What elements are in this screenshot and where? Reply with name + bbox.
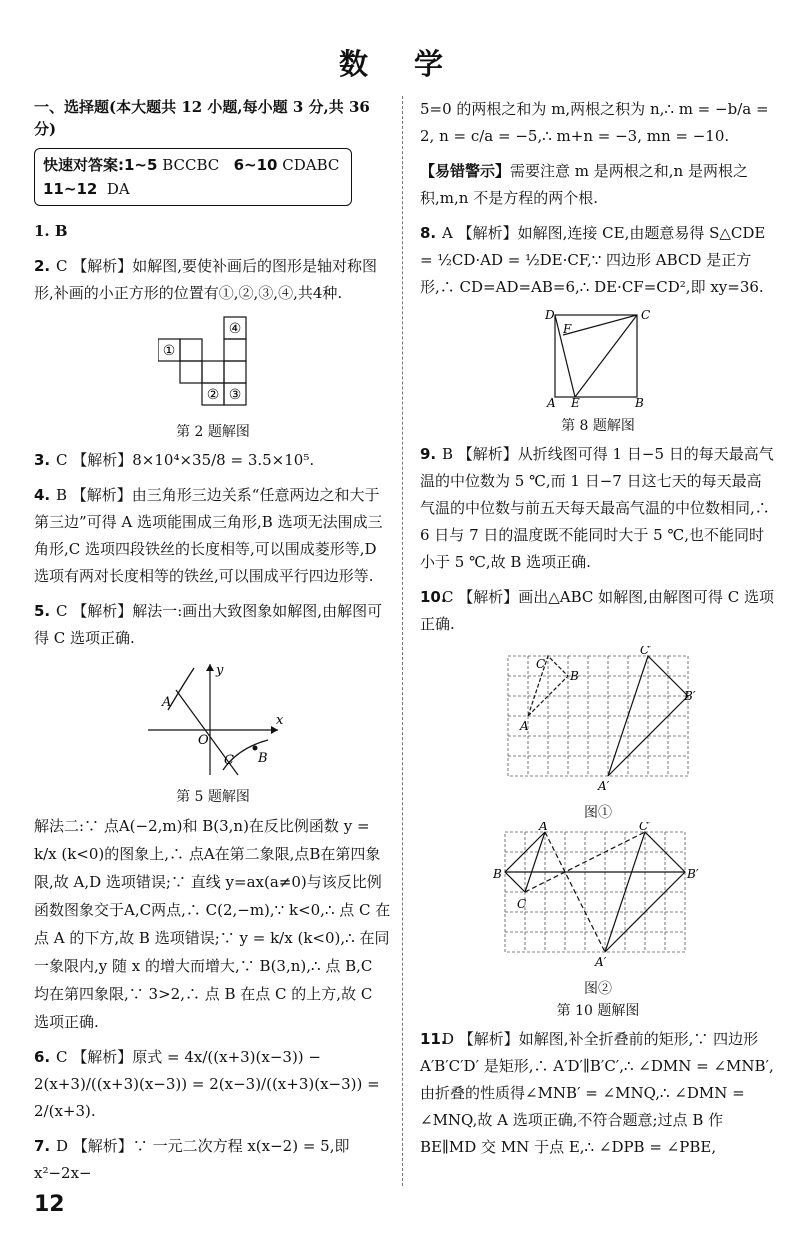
figure-10-1-caption: 图① (584, 805, 612, 821)
answer-8-number: 8. (420, 224, 437, 242)
answer-5-method-2: 解法二:∵ 点A(−2,m)和 B(3,n)在反比例函数 y = k/x (k<0)的图象上,∴ 点A在第二象限,点B在第四象限,故 A,D 选项错误;∵ 直线 y=ax(a≠0)与该反比例函数图象交于A,C两点,∴ C(2,−m),∵ k<0,∴ 点 C 在点 A 的下方,故 B 选项错误;∵ y = k/x (k<0),∴ 在同一象限内,y 随 x 的增大而增大,∵ B(3,n),∴ 点 B,C 均在第四象限,∵ 3>2,∴ 点 B 在点 C 的上方,故 C 选项正确. (34, 817, 391, 1031)
quick-range-3: 11~12 (43, 180, 98, 198)
figure-2-label-1: ① (162, 343, 176, 359)
warning-label: 【易错警示】 (420, 162, 511, 180)
answer-5-text: C 【解析】解法一:画出大致图象如解图,由解图可得 C 选项正确. (34, 602, 383, 647)
label-C: C (224, 753, 234, 768)
answer-8 (420, 220, 776, 301)
answer-9-text: B 【解析】从折线图可得 1 日−5 日的每天最高气温的中位数为 5 ℃,而 1 日−7 日这七天的每天最高气温的中位数与前五天每天最高气温的中位数相同,∴ 6 日与 7 日的温度既不能同时大于 5 ℃,也不能同时小于 5 ℃,故 B 选项正确. (420, 445, 774, 571)
figure-2-grid (158, 315, 268, 415)
label-E: E (571, 396, 580, 409)
answer-11 (420, 1026, 776, 1161)
right-column (420, 96, 776, 1169)
fig10-2-label-A: A (539, 822, 548, 833)
answer-7-number: 7. (34, 1137, 51, 1155)
label-D: D (545, 309, 555, 322)
curve-q2 (168, 668, 194, 710)
answer-6 (34, 1044, 392, 1125)
figure-2-label-3: ③ (228, 387, 242, 403)
answer-4-number: 4. (34, 486, 51, 504)
fig10-1-label-B: B (570, 669, 579, 683)
figure-10-2 (493, 822, 703, 972)
label-B: B (258, 751, 268, 766)
figure-10 (420, 646, 776, 1020)
quick-answers-2: CDABC (282, 156, 340, 174)
figure-10-1 (498, 646, 698, 796)
fig10-2-label-Ap: A′ (595, 955, 607, 969)
answer-3-text: C 【解析】8×10⁴×35/8 = 3.5×10⁵. (56, 451, 315, 469)
answer-3 (34, 447, 392, 474)
label-x: x (276, 713, 284, 728)
label-B: B (635, 396, 644, 409)
answer-1: 1. B (34, 222, 68, 240)
label-O: O (198, 733, 209, 748)
answer-8-text: A 【解析】如解图,连接 CE,由题意易得 S△CDE = ½CD·AD = ½DE·CF,∵ 四边形 ABCD 是正方形,∴ CD=AD=AB=6,∴ DE·CF=CD²,即 xy=36. (420, 224, 766, 296)
fig10-2-label-Bp: B′ (687, 867, 699, 881)
answer-6-text: C 【解析】原式 = 4x/((x+3)(x−3)) − 2(x+3)/((x+3)(x−3)) = 2(x−3)/((x+3)(x−3)) = 2/(x+3). (34, 1048, 380, 1120)
answer-6-number: 6. (34, 1048, 51, 1066)
quick-answers-3: DA (106, 180, 130, 198)
figure-5 (34, 660, 392, 806)
answer-7-text: D 【解析】∵ 一元二次方程 x(x−2) = 5,即 x²−2x− (34, 1137, 350, 1182)
answer-10-number: 10. (420, 588, 447, 606)
answer-2 (34, 253, 392, 307)
point-b (253, 746, 258, 751)
answer-10 (420, 584, 776, 638)
fig10-1-label-A: A (520, 719, 529, 733)
fig10-1-label-Bp: B′ (684, 689, 696, 703)
fig10-1-label-Ap: A′ (598, 779, 610, 793)
figure-8 (420, 309, 776, 435)
answer-2-text: C 【解析】如解图,要使补画后的图形是轴对称图形,补画的小正方形的位置有①,②,③,④,共4种. (34, 257, 378, 302)
fig10-2-label-Cp: C′ (639, 822, 651, 833)
answer-4-text: B 【解析】由三角形三边关系“任意两边之和大于第三边”可得 A 选项能围成三角形,B 选项无法围成三角形,C 选项四段铁丝的长度相等,可以围成菱形等,D 选项有两对长度相等的铁丝,可以围成平行四边形等. (34, 486, 383, 585)
page-number: 12 (34, 1192, 65, 1217)
label-A: A (547, 396, 556, 409)
answer-2-number: 2. (34, 257, 51, 275)
y-axis-arrow-icon (206, 664, 214, 671)
figure-2 (34, 315, 392, 441)
label-F: F (563, 322, 572, 336)
figure-2-caption: 第 2 题解图 (176, 424, 250, 440)
answer-3-number: 3. (34, 451, 51, 469)
figure-5-caption: 第 5 题解图 (176, 789, 250, 805)
warning-text: 需要注意 m 是两根之和,n 是两根之积,m,n 不是方程的两个根. (420, 162, 748, 207)
answer-5 (34, 598, 392, 652)
answer-11-number: 11. (420, 1030, 447, 1048)
fig10-2-label-C: C (517, 897, 527, 911)
fig10-2-label-B: B (493, 867, 502, 881)
column-divider (402, 96, 403, 1186)
quick-range-1: 1~5 (124, 156, 158, 174)
section-heading: 一、选择题(本大题共 12 小题,每小题 3 分,共 36 分) (34, 98, 370, 138)
answer-9-number: 9. (420, 445, 437, 463)
quick-range-2: 6~10 (233, 156, 278, 174)
label-A: A (162, 695, 172, 710)
answer-4 (34, 482, 392, 590)
fig10-1-label-Cp: C′ (640, 646, 652, 657)
figure-5-graph (138, 660, 288, 780)
figure-10-2-caption: 图② (584, 981, 612, 997)
figure-8-square (543, 309, 653, 409)
answer-11-text: D 【解析】如解图,补全折叠前的矩形,∵ 四边形 A′B′C′D′ 是矩形,∴ A′D′∥B′C′,∴ ∠DMN = ∠MNB′,由折叠的性质得∠MNB′ = ∠MNQ,∴ ∠DMN = ∠MNQ,故 A 选项正确,不符合题意;过点 B 作 BE∥MD 交 MN 于点 E,∴ ∠DPB = ∠PBE, (420, 1030, 774, 1156)
quick-answers-1: BCCBC (162, 156, 220, 174)
answer-7 (34, 1133, 392, 1187)
fig10-1-label-C: C (536, 657, 546, 671)
label-C: C (641, 309, 651, 322)
answer-7-warning (420, 158, 776, 212)
figure-8-caption: 第 8 题解图 (561, 418, 635, 434)
figure-10-caption: 第 10 题解图 (556, 1003, 640, 1019)
page-title: 数 学 (338, 47, 462, 81)
quick-answer-box (34, 148, 352, 206)
left-column (34, 96, 392, 1195)
label-y: y (216, 663, 224, 678)
answer-5-number: 5. (34, 602, 51, 620)
figure-2-label-4: ④ (228, 321, 242, 337)
answer-10-text: C 【解析】画出△ABC 如解图,由解图可得 C 选项正确. (420, 588, 774, 633)
answer-7-continued: 5=0 的两根之和为 m,两根之积为 n,∴ m = −b/a = 2, n = c/a = −5,∴ m+n = −3, mn = −10. (420, 100, 769, 145)
answer-9 (420, 441, 776, 576)
figure-2-label-2: ② (206, 387, 220, 403)
quick-label: 快速对答案: (43, 156, 124, 174)
